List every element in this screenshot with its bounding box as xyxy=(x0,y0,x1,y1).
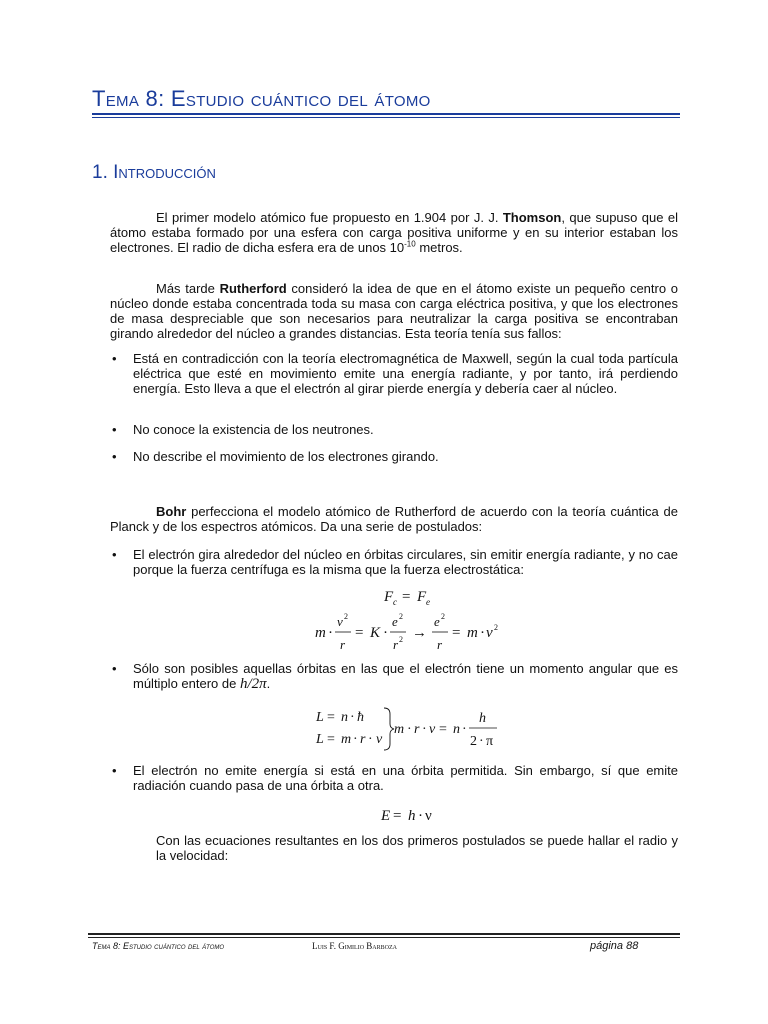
svg-text:v: v xyxy=(376,732,383,747)
bullet-icon: • xyxy=(112,422,117,437)
svg-text:e: e xyxy=(426,597,430,607)
svg-text:m: m xyxy=(394,722,405,737)
svg-text:·: · xyxy=(350,710,355,725)
bullet-icon: • xyxy=(112,449,117,464)
svg-text:→: → xyxy=(412,625,427,641)
bohr-text: perfecciona el modelo atómico de Rutherford de acuerdo con la teoría cuántica de Planck y de los espectros atómicos. Da una serie de postulados: xyxy=(110,504,678,534)
postulate-text: El electrón gira alrededor del núcleo en órbitas circulares, sin emitir energía radiante, y no cae porque la fuerza centrífuga es la misma que la fuerza electrostática: xyxy=(133,547,678,577)
h-over-2pi: h/2π xyxy=(239,676,267,692)
title-rule-thin xyxy=(92,117,680,118)
flaw-text: No conoce la existencia de los neutrones. xyxy=(133,422,374,437)
svg-text:F: F xyxy=(384,589,394,605)
svg-text:r: r xyxy=(414,722,420,737)
svg-text:·: · xyxy=(462,722,467,737)
page-title: Tema 8: Estudio cuántico del átomo xyxy=(92,86,431,111)
postulate-3 xyxy=(112,763,678,793)
svg-text:r: r xyxy=(393,637,399,652)
svg-text:2: 2 xyxy=(399,635,403,644)
footer-page-number: página 88 xyxy=(590,940,639,952)
footer-rule-thin xyxy=(88,937,680,938)
equation-angular-momentum xyxy=(315,708,497,750)
svg-text:2: 2 xyxy=(470,734,477,749)
postulate-text: Sólo son posibles aquellas órbitas en las que el electrón tiene un momento angular que es múltiplo entero de xyxy=(133,661,678,691)
rutherford-text-b: consideró la idea de que en el átomo existe un pequeño centro o núcleo donde estaba concentrada toda su masa con carga eléctrica positiva, y que los electrones de masa despreciable que son necesarios para neutralizar la carga positiva se encontraban girando alrededor del núcleo a grandes distancias. Esta teoría tenía sus fallos: xyxy=(110,281,678,341)
svg-text:h: h xyxy=(479,711,486,726)
equation-photon-energy xyxy=(380,808,432,824)
bullet-icon: • xyxy=(112,661,117,676)
flaw-item-2 xyxy=(112,422,678,437)
svg-text:·: · xyxy=(328,625,333,641)
flaw-text: No describe el movimiento de los electrones girando. xyxy=(133,449,439,464)
svg-text:e: e xyxy=(392,614,398,629)
svg-text:2: 2 xyxy=(399,612,403,621)
flaw-item-3 xyxy=(112,449,678,464)
svg-text:=: = xyxy=(327,710,335,725)
svg-text:=: = xyxy=(393,808,402,824)
postulate-text: El electrón no emite energía si está en una órbita permitida. Sin embargo, sí que emite radiación cuando pasa de una órbita a otra. xyxy=(133,763,678,793)
svg-text:2: 2 xyxy=(494,623,498,632)
svg-text:·: · xyxy=(368,732,373,747)
postulate-end: . xyxy=(266,676,271,691)
svg-text:E: E xyxy=(381,808,391,824)
svg-text:=: = xyxy=(439,722,447,737)
svg-text:r: r xyxy=(360,732,366,747)
section-heading: 1. Introducción xyxy=(92,162,216,183)
svg-text:v: v xyxy=(429,722,436,737)
svg-text:2: 2 xyxy=(344,612,348,621)
svg-text:·: · xyxy=(479,734,484,749)
flaw-item-1 xyxy=(112,351,678,396)
svg-text:n: n xyxy=(453,722,460,737)
rutherford-name: Rutherford xyxy=(219,281,287,296)
footer-author: Luis F. Gimilio Barboza xyxy=(312,941,397,951)
svg-text:v: v xyxy=(337,614,343,629)
svg-text:=: = xyxy=(355,625,364,641)
svg-text:·: · xyxy=(422,722,427,737)
thomson-text-a: El primer modelo atómico fue propuesto en 1.904 por J. J. xyxy=(156,210,503,225)
svg-text:m: m xyxy=(341,732,352,747)
svg-text:ħ: ħ xyxy=(357,710,364,725)
svg-text:=: = xyxy=(452,625,461,641)
svg-text:L: L xyxy=(316,732,324,747)
svg-text:K: K xyxy=(370,625,381,641)
thomson-paragraph xyxy=(110,210,678,255)
thomson-text-c: metros. xyxy=(415,240,463,255)
svg-text:·: · xyxy=(418,808,423,824)
bullet-icon: • xyxy=(112,351,117,366)
svg-text:=: = xyxy=(327,732,335,747)
bullet-icon: • xyxy=(112,547,117,562)
svg-text:n: n xyxy=(341,710,348,725)
closing-paragraph: Con las ecuaciones resultantes en los dos primeros postulados se puede hallar el radio y la velocidad: xyxy=(156,833,678,863)
svg-text:ν: ν xyxy=(425,808,432,824)
svg-text:·: · xyxy=(480,625,485,641)
svg-text:r: r xyxy=(340,637,346,652)
postulate-1 xyxy=(112,547,678,577)
title-rule xyxy=(92,113,680,115)
bullet-icon: • xyxy=(112,763,117,778)
equation-centripetal xyxy=(315,612,498,652)
svg-text:π: π xyxy=(486,734,494,749)
svg-text:=: = xyxy=(402,589,411,605)
thomson-name: Thomson xyxy=(502,210,562,225)
svg-text:c: c xyxy=(393,597,397,607)
bohr-paragraph xyxy=(110,504,678,534)
svg-text:L: L xyxy=(316,710,324,725)
svg-text:m: m xyxy=(467,625,478,641)
svg-text:2: 2 xyxy=(441,612,445,621)
postulate-2 xyxy=(112,661,678,692)
svg-text:e: e xyxy=(434,614,440,629)
svg-text:·: · xyxy=(353,732,358,747)
bohr-name: Bohr xyxy=(156,504,187,519)
svg-text:m: m xyxy=(315,625,326,641)
exponent: -10 xyxy=(404,239,416,249)
svg-text:r: r xyxy=(437,637,443,652)
svg-text:v: v xyxy=(486,625,493,641)
thomson-text-b: , que supuso que el átomo estaba formado por una esfera con carga positiva uniforme y en su interior estaban los electrones. El radio de dicha esfera era de unos 10 xyxy=(110,210,678,255)
svg-text:·: · xyxy=(407,722,412,737)
rutherford-text-a: Más tarde xyxy=(156,281,220,296)
rutherford-paragraph xyxy=(110,281,678,341)
svg-text:F: F xyxy=(417,589,427,605)
flaw-text: Está en contradicción con la teoría electromagnética de Maxwell, según la cual toda partícula eléctrica que esté en movimiento emite una energía radiante, y por tanto, irá perdiendo energía. Esto lleva a que el electrón al girar pierde energía y debería caer al núcleo. xyxy=(133,351,678,396)
equation-force-balance xyxy=(383,589,430,607)
footer-chapter: Tema 8: Estudio cuántico del átomo xyxy=(92,941,225,951)
svg-text:·: · xyxy=(383,625,388,641)
svg-text:h: h xyxy=(408,808,416,824)
footer-rule xyxy=(88,933,680,935)
